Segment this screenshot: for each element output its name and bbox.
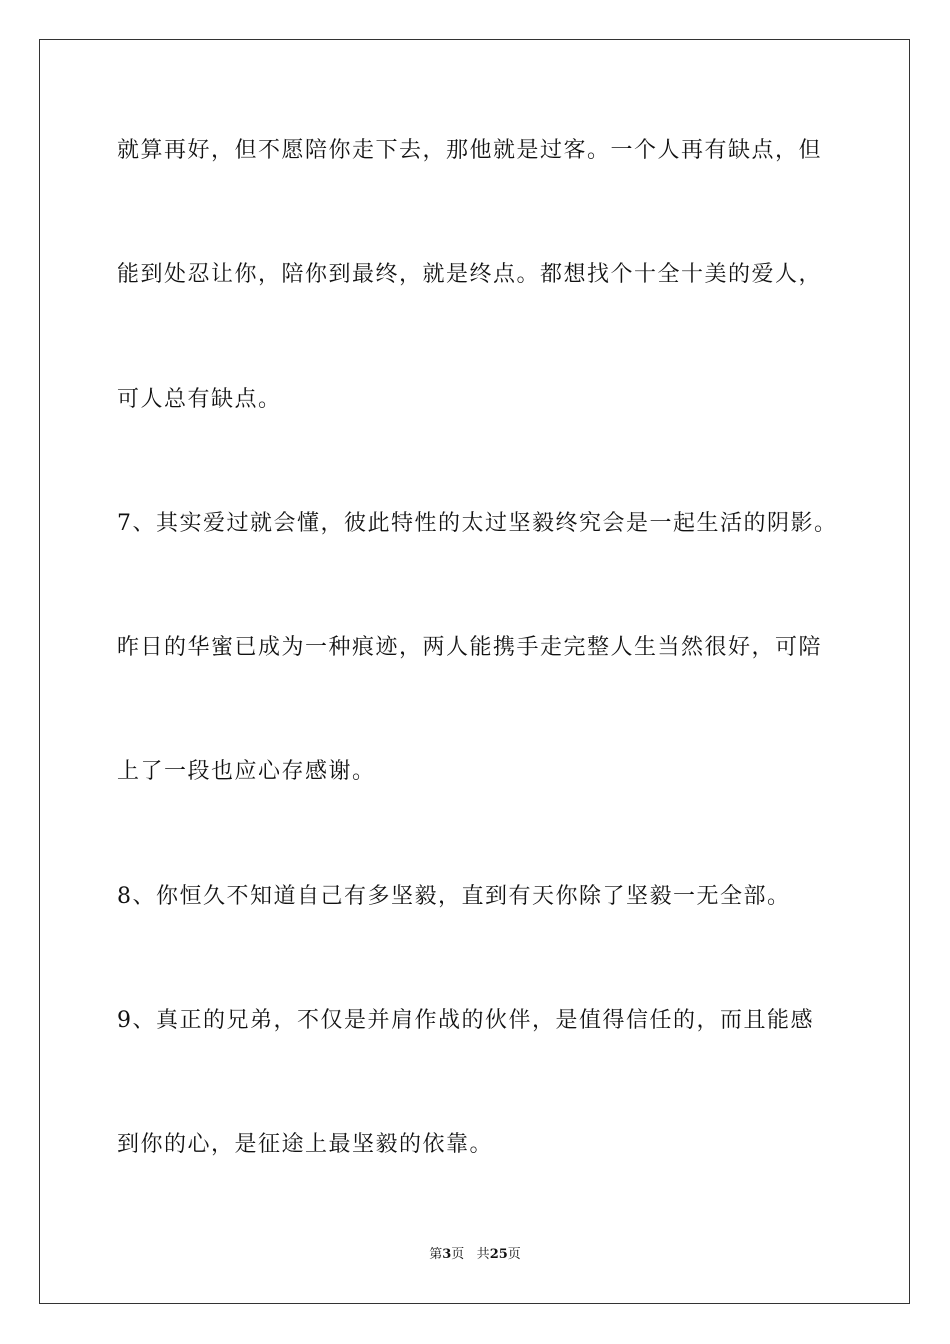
body-line-1: 就算再好，但不愿陪你走下去，那他就是过客。一个人再有缺点，但 xyxy=(117,138,823,163)
body-line-3: 可人总有缺点。 xyxy=(117,387,282,412)
page-suffix: 页 xyxy=(451,1247,465,1262)
body-line-2: 能到处忍让你，陪你到最终，就是终点。都想找个十全十美的爱人， xyxy=(117,262,823,287)
page-footer xyxy=(0,1246,950,1264)
total-suffix: 页 xyxy=(507,1247,521,1262)
body-line-7: 8、你恒久不知道自己有多坚毅，直到有天你除了坚毅一无全部。 xyxy=(117,884,791,909)
body-line-8: 9、真正的兄弟，不仅是并肩作战的伙伴，是值得信任的，而且能感 xyxy=(117,1008,814,1033)
page-prefix: 第 xyxy=(429,1247,443,1262)
total-prefix: 共 xyxy=(476,1247,490,1262)
body-line-4: 7、其实爱过就会懂，彼此特性的太过坚毅终究会是一起生活的阴影。 xyxy=(117,511,838,536)
body-line-9: 到你的心，是征途上最坚毅的依靠。 xyxy=(117,1132,494,1157)
total-pages: 25 xyxy=(489,1247,508,1262)
page-frame xyxy=(39,39,910,1304)
body-line-6: 上了一段也应心存感谢。 xyxy=(117,759,376,784)
body-line-5: 昨日的华蜜已成为一种痕迹，两人能携手走完整人生当然很好，可陪 xyxy=(117,635,823,660)
page-number: 3 xyxy=(442,1247,452,1262)
